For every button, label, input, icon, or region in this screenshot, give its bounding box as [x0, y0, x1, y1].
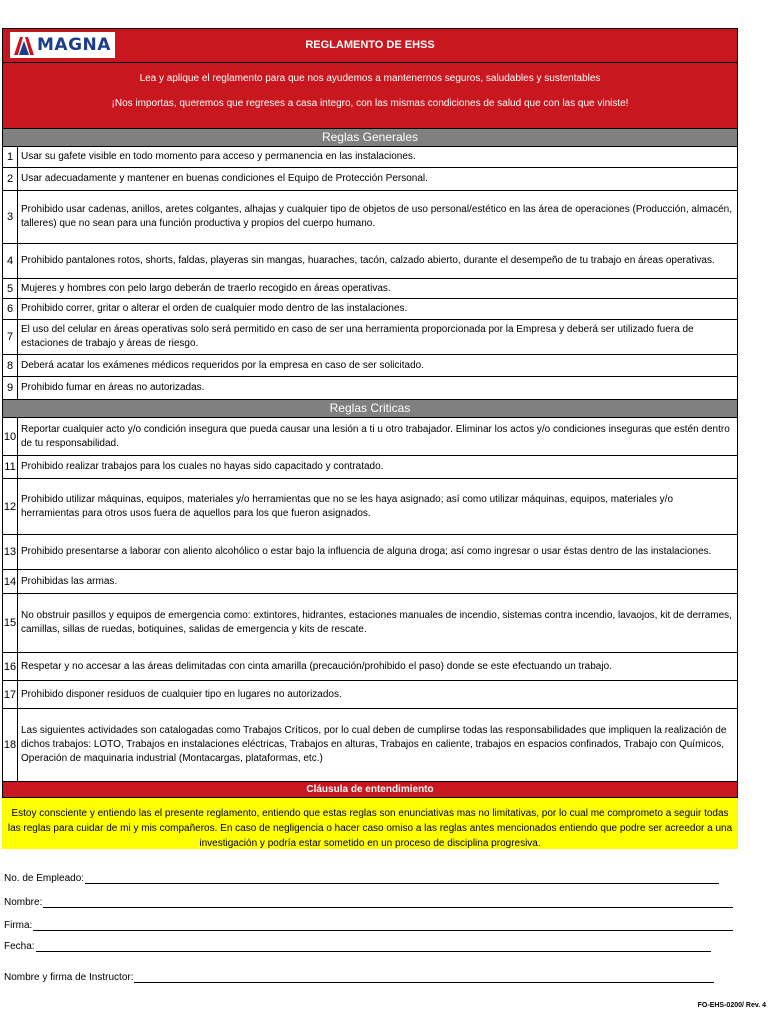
rule-row [2, 320, 738, 355]
rule-row [2, 570, 738, 594]
intro-line-2: ¡Nos importas, queremos que regreses a casa integro, con las mismas condiciones de salud que con las que viniste! [111, 98, 629, 109]
rule-text: Prohibidas las armas. [21, 575, 118, 587]
rule-number: 9 [3, 377, 18, 399]
instructor-field[interactable] [4, 972, 714, 983]
rule-row [2, 535, 738, 570]
rule-text: El uso del celular en áreas operativas solo será permitido en caso de ser una herramienta proporcionada por la Empresa y deberá ser utilizado fuera de estaciones de trabajo y áreas de riesgo. [21, 324, 694, 349]
rule-row [2, 168, 738, 191]
rule-row [2, 456, 738, 479]
rule-text: Prohibido disponer residuos de cualquier tipo en lugares no autorizados. [21, 688, 342, 700]
rule-text: Prohibido pantalones rotos, shorts, faldas, playeras sin mangas, huaraches, tacón, calzado abierto, durante el desempeño de tu trabajo en áreas operativas. [21, 255, 715, 266]
rule-row [2, 244, 738, 279]
rule-text: Prohibido realizar trabajos para los cuales no hayas sido capacitado y contratado. [21, 461, 384, 472]
rule-row [2, 594, 738, 653]
rule-number: 17 [3, 681, 18, 708]
document-code: FO-EHS-0200/ Rev. 4 [697, 1002, 766, 1009]
title-bar [2, 28, 738, 63]
date-label: Fecha: [4, 941, 35, 952]
rule-row [2, 418, 738, 456]
rule-number: 2 [3, 168, 18, 190]
instructor-line[interactable] [134, 972, 714, 983]
section-general-rules: Reglas Generales [2, 129, 738, 147]
rule-number: 12 [3, 479, 18, 534]
rule-number: 7 [3, 320, 18, 354]
signature-field[interactable] [4, 920, 733, 931]
rule-text: Usar su gafete visible en todo momento para acceso y permanencia en las instalaciones. [21, 151, 416, 162]
rule-number: 10 [3, 418, 18, 455]
name-label: Nombre: [4, 897, 43, 908]
rule-text: Prohibido usar cadenas, anillos, aretes colgantes, alhajas y cualquier tipo de objetos de uso personal/estético en las área de operaciones (Producción, almacén, talleres) que no sean para una función productiva y propios del cuerpo humano. [21, 204, 732, 229]
name-field[interactable] [4, 897, 733, 908]
instructor-label: Nombre y firma de Instructor: [4, 972, 134, 983]
employee-number-field[interactable] [4, 873, 719, 884]
rule-number: 6 [3, 299, 18, 319]
document-title: REGLAMENTO DE EHSS [305, 39, 435, 51]
section-critical-rules: Reglas Criticas [2, 400, 738, 418]
rule-row [2, 191, 738, 244]
rule-text: Prohibido correr, gritar o alterar el orden de cualquier modo dentro de las instalaciones. [21, 303, 408, 314]
clause-text: Estoy consciente y entiendo las el presente reglamento, entiendo que estas reglas son enunciativas mas no limitativas, por lo cual me comprometo a seguir todas las reglas para cuidar de mi y mis compañeros. En caso de negligencia o hacer caso omiso a las reglas antes mencionados entiendo que podre ser acreedor a una investigación y podría estar sometido en un proceso de disciplina progresiva. [2, 798, 738, 849]
name-line[interactable] [43, 897, 733, 908]
employee-number-line[interactable] [85, 873, 719, 884]
logo-text: MAGNA [37, 35, 111, 55]
signature-line[interactable] [33, 920, 733, 931]
rule-row [2, 279, 738, 299]
rule-row [2, 377, 738, 400]
date-line[interactable] [36, 941, 711, 952]
intro-line-1: Lea y aplique el reglamento para que nos ayudemos a mantenernos seguros, saludables y sustentables [139, 73, 601, 84]
rule-number: 18 [3, 709, 18, 781]
rule-text: No obstruir pasillos y equipos de emergencia como: extintores, hidrantes, estaciones manuales de incendio, sistemas contra incendio, lavaojos, kit de derrames, camillas, sillas de ruedas, botiquines, salidas de emergencia y kits de rescate. [21, 610, 732, 635]
rule-number: 3 [3, 191, 18, 243]
rule-number: 16 [3, 653, 18, 680]
rule-number: 11 [3, 456, 18, 478]
rule-text: Mujeres y hombres con pelo largo deberán de traerlo recogido en áreas operativas. [21, 282, 391, 294]
rule-text: Respetar y no accesar a las áreas delimitadas con cinta amarilla (precaución/prohibido el paso) donde se este efectuando un trabajo. [21, 660, 612, 672]
clause-title: Cláusula de entendimiento [2, 782, 738, 798]
rule-text: Las siguientes actividades son catalogadas como Trabajos Críticos, por lo cual deben de cumplirse todas las responsabilidades que impliquen la realización de dichos trabajos: LOTO, Trabajos en instalaciones eléctricas, Trabajos en alturas, Trabajos en caliente, trabajos en espacios confinados, Trabajo con Químicos, Operación de maquinaria industrial (Montacargas, plataformas, etc.) [21, 725, 727, 764]
rule-number: 4 [3, 244, 18, 278]
rule-row [2, 653, 738, 681]
rule-row [2, 681, 738, 709]
rule-number: 8 [3, 355, 18, 376]
rule-text: Prohibido utilizar máquinas, equipos, materiales y/o herramientas que no se les haya asignado; así como utilizar máquinas, equipos, materiales y/o herramientas para otros usos fuera de aquellos para los que fueron asignados. [21, 493, 674, 519]
rule-text: Reportar cualquier acto y/o condición insegura que pueda causar una lesión a ti u otro trabajador. Eliminar los actos y/o condiciones inseguras que estén dentro de tu responsabilidad. [21, 423, 730, 449]
rule-text: Usar adecuadamente y mantener en buenas condiciones el Equipo de Protección Personal. [21, 173, 428, 184]
signature-label: Firma: [4, 920, 33, 931]
rule-row [2, 299, 738, 320]
rules-sheet [2, 28, 738, 849]
rule-number: 13 [3, 535, 18, 569]
rule-text: Prohibido fumar en áreas no autorizadas. [21, 382, 205, 393]
rule-text: Prohibido presentarse a laborar con aliento alcohólico o estar bajo la influencia de alguna droga; así como ingresar o usar éstas dentro de las instalaciones. [21, 546, 712, 557]
rule-row [2, 147, 738, 168]
rule-row [2, 479, 738, 535]
rule-number: 5 [3, 279, 18, 298]
rule-number: 14 [3, 570, 18, 593]
date-field[interactable] [4, 941, 711, 952]
rule-number: 15 [3, 594, 18, 652]
rule-row [2, 355, 738, 377]
employee-number-label: No. de Empleado: [4, 873, 85, 884]
rule-row [2, 709, 738, 782]
rule-number: 1 [3, 147, 18, 167]
intro-banner [2, 63, 738, 129]
rule-text: Deberá acatar los exámenes médicos requeridos por la empresa en caso de ser solicitado. [21, 359, 424, 371]
